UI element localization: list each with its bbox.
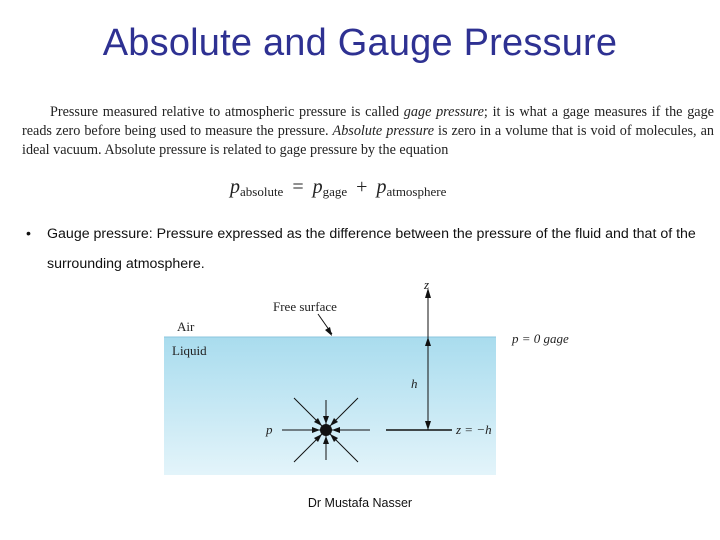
author-footer: Dr Mustafa Nasser <box>307 496 413 510</box>
liquid-region <box>164 337 496 475</box>
diagram-svg <box>160 280 590 480</box>
term-gage-pressure: gage pressure <box>403 104 484 120</box>
slide-title: Absolute and Gauge Pressure <box>102 22 618 64</box>
label-h: h <box>411 376 418 391</box>
eq-plus: + <box>356 176 368 198</box>
eq-term2-sub: atmosphere <box>386 184 447 199</box>
eq-lhs-symbol: p <box>230 176 240 198</box>
eq-equals: = <box>292 176 304 198</box>
paragraph-text-2: ; it is what a gage measures if the gage reads zero before being used to measure the pressure. <box>22 104 714 140</box>
label-air: Air <box>177 319 195 334</box>
definition-paragraph <box>22 103 714 161</box>
eq-term1-symbol: p <box>312 176 323 198</box>
term-absolute-pressure: Absolute pressure <box>332 123 435 140</box>
label-p: p <box>266 422 273 437</box>
label-z-depth: z = −h <box>456 422 492 437</box>
eq-lhs-sub: absolute <box>240 184 284 199</box>
eq-term1-sub: gage <box>322 184 348 199</box>
label-free-surface: Free surface <box>273 299 337 314</box>
pressure-equation <box>230 176 490 200</box>
pressure-diagram <box>160 277 590 485</box>
free-surface-arrowhead <box>325 327 332 336</box>
label-liquid: Liquid <box>172 343 207 358</box>
bullet-marker: • <box>26 226 31 242</box>
eq-term2-symbol: p <box>376 176 387 198</box>
bullet-text: Gauge pressure: Pressure expressed as the difference between the pressure of the fluid and that of the surrounding atmosphere. <box>47 226 696 272</box>
label-p0-gage: p = 0 gage <box>512 331 569 346</box>
paragraph-text-3: is zero in a volume that is void of molecules, an ideal vacuum. Absolute pressure is related to gage pressure by the equation <box>22 123 714 159</box>
label-z-axis: z <box>424 277 430 292</box>
paragraph-text-1: Pressure measured relative to atmospheric pressure is called <box>50 104 404 120</box>
